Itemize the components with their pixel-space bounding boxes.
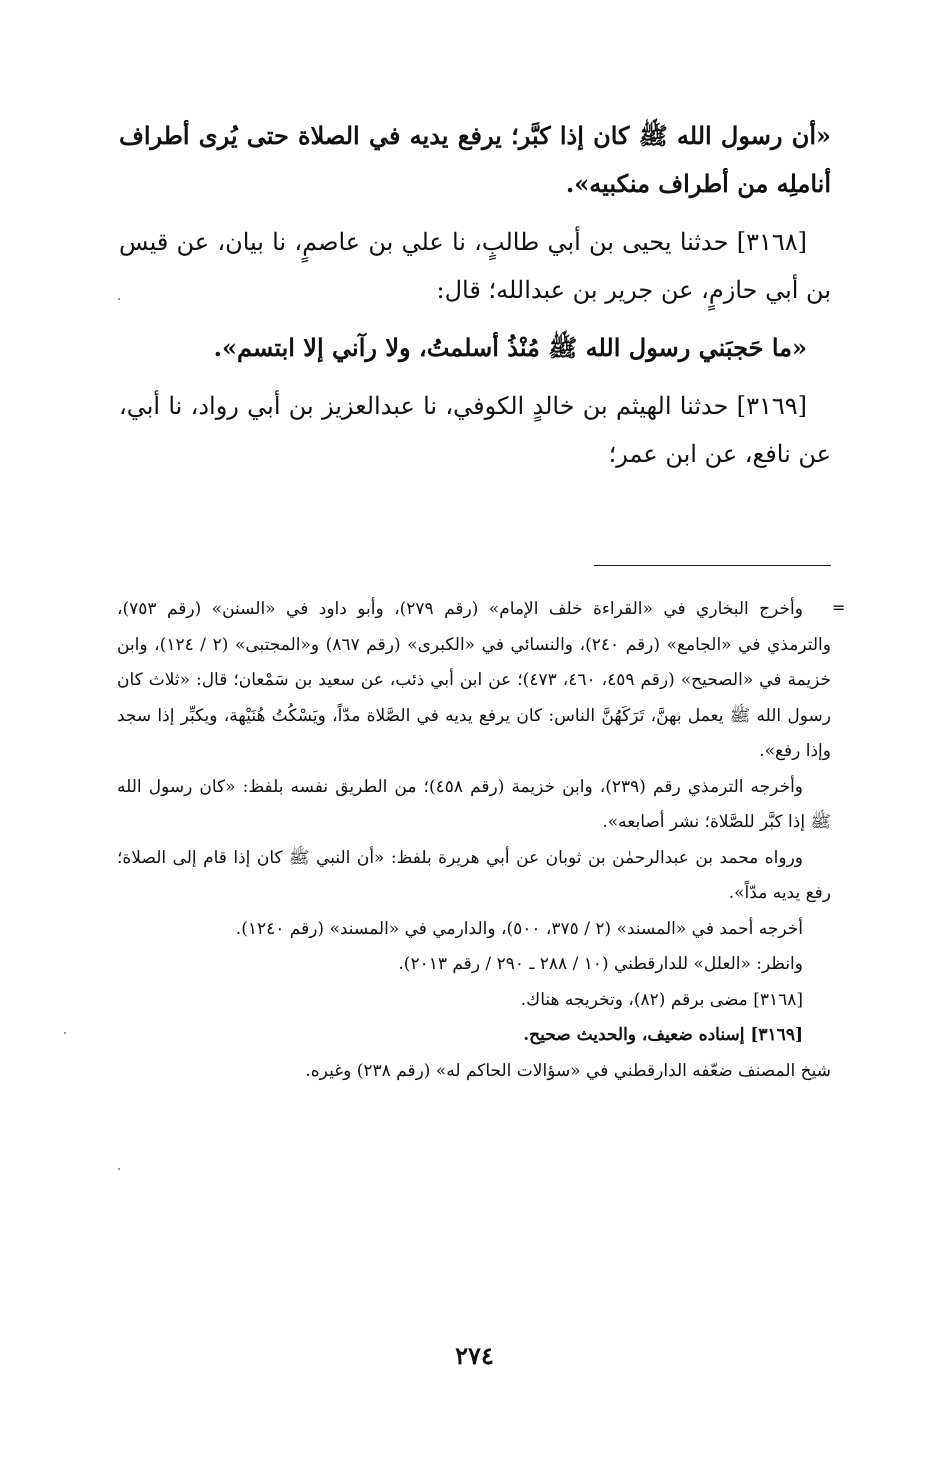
hadith-text-3167-ending: «أن رسول الله ﷺ كان إذا كبَّر؛ يرفع يديه في الصلاة حتى يُرى أطراف أناملِه من أطراف منكبيه». xyxy=(119,121,831,198)
scan-speck xyxy=(118,1168,120,1170)
footnote-paragraph: وانظر: «العلل» للدارقطني (١٠ / ٢٨٨ ـ ٢٩٠ / رقم ٢٠١٣). xyxy=(398,954,803,974)
footnote-separator xyxy=(594,565,831,566)
footnote-paragraph: ورواه محمد بن عبدالرحمٰن بن ثوبان عن أبي هريرة بلفظ: «أن النبي ﷺ كان إذا قام إلى الصلاة؛ رفع يديه مدّاً». xyxy=(117,847,831,903)
footnotes-block xyxy=(117,592,831,1089)
footnote-entry-3168: [٣١٦٨] مضى برقم (٨٢)، وتخريجه هناك. xyxy=(520,989,803,1010)
main-text-block xyxy=(119,112,831,478)
footnote-entry-3169-text: [٣١٦٩] إسناده ضعيف، والحديث صحيح. xyxy=(523,1025,803,1045)
footnote-continuation-mark: = xyxy=(832,598,846,617)
scan-speck xyxy=(118,298,120,300)
hadith-text-3168: «ما حَجبَني رسول الله ﷺ مُنْذُ أسلمتُ، ولا رآني إلا ابتسم». xyxy=(213,333,807,362)
footnote-entry-3169 xyxy=(117,1018,831,1054)
footnote-paragraph: شيخ المصنف ضعّفه الدارقطني في «سؤالات الحاكم له» (رقم ٢٣٨) وغيره. xyxy=(305,1060,831,1081)
hadith-isnad-3169: [٣١٦٩] حدثنا الهيثم بن خالدٍ الكوفي، نا عبدالعزيز بن أبي رواد، نا أبي، عن نافع، عن ابن عمر؛ xyxy=(119,392,831,468)
hadith-isnad-3168: [٣١٦٨] حدثنا يحيى بن أبي طالبٍ، نا علي بن عاصمٍ، نا بيان، عن قيس بن أبي حازمٍ، عن جرير بن عبدالله؛ قال: xyxy=(119,228,831,304)
page-number: ٢٧٤ xyxy=(455,1341,494,1370)
footnote-paragraph: أخرجه أحمد في «المسند» (٢ / ٣٧٥، ٥٠٠)، والدارمي في «المسند» (رقم ١٢٤٠). xyxy=(235,918,803,939)
footnote-paragraph: وأخرج البخاري في «القراءة خلف الإمام» (رقم ٢٧٩)، وأبو داود في «السنن» (رقم ٧٥٣)، والترمذي في «الجامع» (رقم ٢٤٠)، والنسائي في «الكبرى» (رقم ٨٦٧) و«المجتبى» (٢ / ١٢٤)، وابن خزيمة في «الصحيح» (رقم ٤٥٩، ٤٦٠، ٤٧٣)؛ عن ابن أبي ذئب، عن سعيد بن سَمْعان؛ قال: «ثلاث كان رسول الله ﷺ يعمل بهنَّ، تَرَكَهُنَّ الناس: كان يرفع يديه في الصَّلاة مدّاً، ويَسْكُتُ هُنَيْهة، ويكبِّر إذا سجد وإذا رفع». xyxy=(117,599,832,761)
footnote-paragraph: وأخرجه الترمذي رقم (٢٣٩)، وابن خزيمة (رقم ٤٥٨)؛ من الطريق نفسه بلفظ: «كان رسول الله ﷺ إذا كبَّر للصَّلاة؛ نشر أصابعه». xyxy=(117,776,831,832)
scan-speck xyxy=(64,1032,66,1034)
